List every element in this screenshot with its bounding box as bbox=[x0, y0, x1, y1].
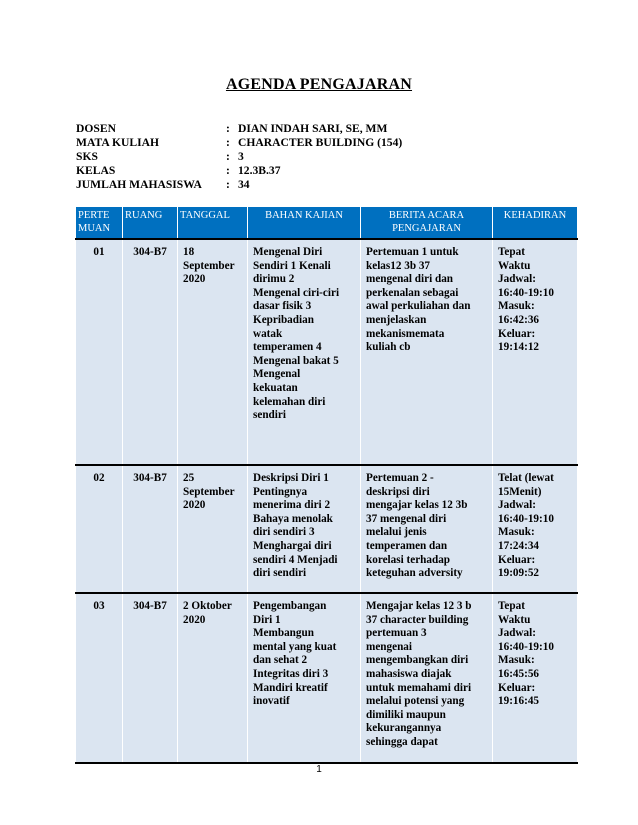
table-header-row bbox=[76, 207, 578, 240]
info-row-dosen bbox=[76, 122, 402, 136]
info-colon: : bbox=[226, 150, 230, 163]
info-row-jumlah-mahasiswa bbox=[76, 178, 402, 192]
cell-pertemuan: 02 bbox=[76, 465, 123, 593]
header-berita-acara: BERITA ACARA PENGAJARAN bbox=[361, 207, 493, 240]
info-row-sks bbox=[76, 150, 402, 164]
header-kehadiran: KEHADIRAN bbox=[493, 207, 578, 240]
cell-tanggal: 25 September 2020 bbox=[178, 465, 248, 593]
cell-bahan-kajian: Deskripsi Diri 1 Pentingnya menerima diri 2 Bahaya menolak diri sendiri 3 Menghargai diri sendiri 4 Menjadi diri sendiri bbox=[248, 465, 361, 593]
info-label: KELAS bbox=[76, 164, 116, 177]
info-colon: : bbox=[226, 122, 230, 135]
cell-tanggal: 18 September 2020 bbox=[178, 239, 248, 465]
cell-bahan-kajian: Mengenal Diri Sendiri 1 Kenali dirimu 2 Mengenal ciri-ciri dasar fisik 3 Kepribadian watak temperamen 4 Mengenal bakat 5 Mengenal kekuatan kelemahan diri sendiri bbox=[248, 239, 361, 465]
cell-berita-acara: Pertemuan 1 untuk kelas12 3b 37 mengenal diri dan perkenalan sebagai awal perkuliahan dan menjelaskan mekanismemata kuliah cb bbox=[361, 239, 493, 465]
info-value: 3 bbox=[238, 150, 244, 163]
info-value: DIAN INDAH SARI, SE, MM bbox=[238, 122, 388, 135]
info-row-kelas bbox=[76, 164, 402, 178]
table-row bbox=[76, 465, 578, 593]
page-title: AGENDA PENGAJARAN bbox=[225, 76, 413, 93]
table-row bbox=[76, 239, 578, 465]
cell-tanggal: 2 Oktober 2020 bbox=[178, 593, 248, 763]
cell-kehadiran: Telat (lewat 15Menit) Jadwal: 16:40-19:10 Masuk: 17:24:34 Keluar: 19:09:52 bbox=[493, 465, 578, 593]
info-label: JUMLAH MAHASISWA bbox=[76, 178, 202, 191]
course-info bbox=[76, 122, 402, 192]
info-colon: : bbox=[226, 136, 230, 149]
info-colon: : bbox=[226, 164, 230, 177]
info-value: 34 bbox=[238, 178, 250, 191]
table-row bbox=[76, 593, 578, 763]
info-label: DOSEN bbox=[76, 122, 116, 135]
cell-berita-acara: Mengajar kelas 12 3 b 37 character building pertemuan 3 mengenai mengembangkan diri mahasiswa diajak untuk memahami diri melalui potensi yang dimiliki maupun kekurangannya sehingga dapat bbox=[361, 593, 493, 763]
agenda-table bbox=[75, 206, 578, 764]
header-tanggal: TANGGAL bbox=[178, 207, 248, 240]
info-value: CHARACTER BUILDING (154) bbox=[238, 136, 403, 149]
info-label: SKS bbox=[76, 150, 98, 163]
header-bahan-kajian: BAHAN KAJIAN bbox=[248, 207, 361, 240]
cell-bahan-kajian: Pengembangan Diri 1 Membangun mental yang kuat dan sehat 2 Integritas diri 3 Mandiri kreatif inovatif bbox=[248, 593, 361, 763]
info-value: 12.3B.37 bbox=[238, 164, 281, 177]
cell-pertemuan: 01 bbox=[76, 239, 123, 465]
header-ruang: RUANG bbox=[123, 207, 178, 240]
cell-kehadiran: Tepat Waktu Jadwal: 16:40-19:10 Masuk: 16:45:56 Keluar: 19:16:45 bbox=[493, 593, 578, 763]
header-pertemuan: PERTE MUAN bbox=[76, 207, 123, 240]
info-colon: : bbox=[226, 178, 230, 191]
cell-pertemuan: 03 bbox=[76, 593, 123, 763]
cell-ruang: 304-B7 bbox=[123, 239, 178, 465]
info-label: MATA KULIAH bbox=[76, 136, 159, 149]
info-row-mata-kuliah bbox=[76, 136, 402, 150]
cell-ruang: 304-B7 bbox=[123, 465, 178, 593]
cell-berita-acara: Pertemuan 2 - deskripsi diri mengajar kelas 12 3b 37 mengenal diri melalui jenis temperamen dan korelasi terhadap keteguhan adversity bbox=[361, 465, 493, 593]
page-number: 1 bbox=[316, 764, 322, 775]
cell-kehadiran: Tepat Waktu Jadwal: 16:40-19:10 Masuk: 16:42:36 Keluar: 19:14:12 bbox=[493, 239, 578, 465]
cell-ruang: 304-B7 bbox=[123, 593, 178, 763]
